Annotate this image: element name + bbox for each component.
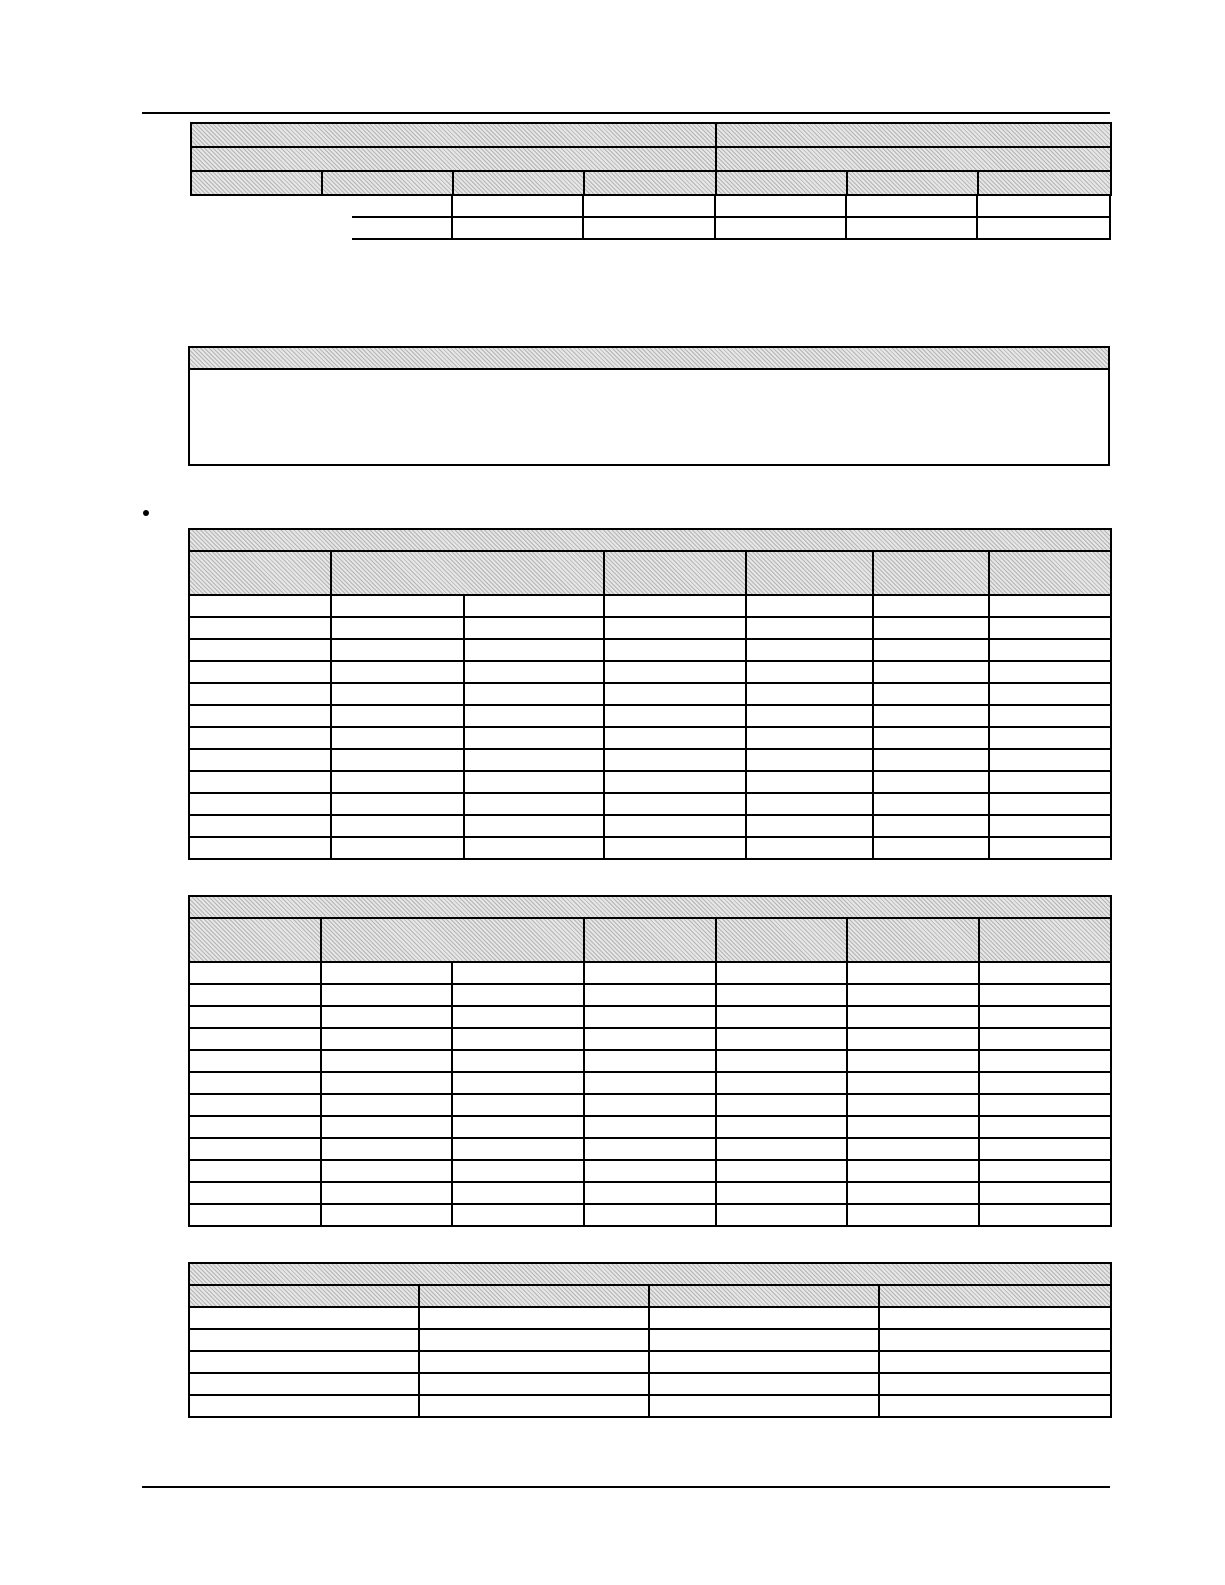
- table-cell: [331, 639, 464, 661]
- table-cell: [331, 683, 464, 705]
- table-cell: [977, 217, 1110, 239]
- table-cell: [452, 984, 584, 1006]
- table-cell: [873, 683, 989, 705]
- table-cell: [979, 1204, 1111, 1226]
- table-row: [189, 1006, 1111, 1028]
- table-cell: [584, 984, 716, 1006]
- table-4-header-cell: [321, 918, 584, 962]
- table-row: [189, 683, 1111, 705]
- table-cell: [716, 1138, 847, 1160]
- table-cell: [464, 837, 604, 859]
- table-row: [189, 595, 1111, 617]
- table-3-header-cell: [873, 551, 989, 595]
- table-cell: [604, 705, 746, 727]
- table-cell: [716, 1094, 847, 1116]
- table-row: [189, 1094, 1111, 1116]
- table-row: [189, 1373, 1111, 1395]
- table-cell: [879, 1395, 1111, 1417]
- table-cell: [189, 1138, 321, 1160]
- table-cell: [189, 683, 331, 705]
- table-cell: [979, 1050, 1111, 1072]
- table-cell: [331, 837, 464, 859]
- table-cell: [452, 1116, 584, 1138]
- table-cell: [419, 1351, 649, 1373]
- table-cell: [746, 639, 873, 661]
- table-cell: [604, 595, 746, 617]
- table-cell: [452, 1204, 584, 1226]
- table-cell: [873, 595, 989, 617]
- table-cell: [604, 727, 746, 749]
- table-cell: [464, 661, 604, 683]
- table-1: [190, 122, 1110, 196]
- table-cell: [189, 595, 331, 617]
- table-cell: [989, 749, 1111, 771]
- table-cell: [189, 837, 331, 859]
- table-cell: [189, 793, 331, 815]
- table-cell: [746, 595, 873, 617]
- table-row: [189, 661, 1111, 683]
- table-cell: [584, 962, 716, 984]
- table-cell: [746, 683, 873, 705]
- table-1-header-cell: [847, 171, 978, 195]
- table-cell: [879, 1329, 1111, 1351]
- table-cell: [331, 727, 464, 749]
- table-5: [188, 1262, 1110, 1418]
- table-cell: [331, 595, 464, 617]
- table-cell: [989, 639, 1111, 661]
- table-row: [352, 217, 1110, 239]
- table-cell: [716, 1006, 847, 1028]
- table-cell: [873, 749, 989, 771]
- table-cell: [649, 1351, 879, 1373]
- table-1-header-cell: [716, 171, 847, 195]
- table-cell: [604, 771, 746, 793]
- table-cell: [419, 1395, 649, 1417]
- table-cell: [189, 661, 331, 683]
- table-cell: [746, 705, 873, 727]
- table-row: [352, 195, 1110, 217]
- table-cell: [189, 1006, 321, 1028]
- table-cell: [716, 962, 847, 984]
- table-cell: [977, 195, 1110, 217]
- table-cell: [189, 1204, 321, 1226]
- table-cell: [584, 1138, 716, 1160]
- table-cell: [879, 1351, 1111, 1373]
- table-5-title: [189, 1263, 1111, 1285]
- table-cell: [873, 727, 989, 749]
- table-cell: [873, 793, 989, 815]
- table-4-header-cell: [716, 918, 847, 962]
- table-cell: [419, 1373, 649, 1395]
- table-cell: [989, 617, 1111, 639]
- table-row: [189, 1160, 1111, 1182]
- table-cell: [716, 1050, 847, 1072]
- table-cell: [189, 771, 331, 793]
- table-cell: [716, 984, 847, 1006]
- table-cell: [716, 1204, 847, 1226]
- table-cell: [979, 1094, 1111, 1116]
- table-row: [189, 793, 1111, 815]
- table-cell: [979, 1006, 1111, 1028]
- table-cell: [189, 617, 331, 639]
- table-cell: [746, 617, 873, 639]
- table-row: [189, 749, 1111, 771]
- table-cell: [979, 1072, 1111, 1094]
- table-cell: [584, 1072, 716, 1094]
- table-cell: [321, 1094, 452, 1116]
- table-cell: [331, 705, 464, 727]
- table-cell: [452, 1072, 584, 1094]
- table-5-header-cell: [419, 1285, 649, 1307]
- table-cell: [716, 1028, 847, 1050]
- table-cell: [464, 815, 604, 837]
- table-cell: [331, 749, 464, 771]
- table-cell: [847, 1050, 979, 1072]
- table-cell: [584, 1094, 716, 1116]
- table-row: [189, 1028, 1111, 1050]
- table-cell: [873, 837, 989, 859]
- table-2-body: [189, 369, 1109, 465]
- table-cell: [464, 727, 604, 749]
- table-cell: [189, 1116, 321, 1138]
- table-cell: [189, 984, 321, 1006]
- table-cell: [189, 1307, 419, 1329]
- table-cell: [746, 837, 873, 859]
- table-3: [188, 528, 1110, 860]
- table-row: [189, 639, 1111, 661]
- table-cell: [189, 1351, 419, 1373]
- table-cell: [464, 793, 604, 815]
- table-cell: [189, 1160, 321, 1182]
- table-cell: [715, 195, 846, 217]
- table-cell: [189, 1050, 321, 1072]
- table-cell: [847, 1138, 979, 1160]
- table-cell: [452, 1182, 584, 1204]
- table-row: [189, 1351, 1111, 1373]
- table-cell: [464, 683, 604, 705]
- table-1-right-subtitle: [716, 147, 1111, 171]
- table-cell: [989, 595, 1111, 617]
- table-cell: [879, 1307, 1111, 1329]
- table-cell: [746, 793, 873, 815]
- table-cell: [847, 1006, 979, 1028]
- table-cell: [847, 1072, 979, 1094]
- table-cell: [464, 705, 604, 727]
- table-cell: [189, 1094, 321, 1116]
- table-cell: [604, 683, 746, 705]
- table-row: [189, 1307, 1111, 1329]
- table-cell: [464, 595, 604, 617]
- table-cell: [464, 749, 604, 771]
- table-row: [189, 617, 1111, 639]
- table-row: [189, 771, 1111, 793]
- table-3-header-cell: [331, 551, 604, 595]
- table-cell: [604, 617, 746, 639]
- table-4-title: [189, 896, 1111, 918]
- table-cell: [649, 1373, 879, 1395]
- table-cell: [989, 793, 1111, 815]
- table-cell: [189, 1373, 419, 1395]
- table-cell: [189, 1329, 419, 1351]
- table-4-header-cell: [189, 918, 321, 962]
- table-cell: [746, 661, 873, 683]
- table-cell: [584, 1006, 716, 1028]
- table-3-header-cell: [746, 551, 873, 595]
- table-cell: [584, 1116, 716, 1138]
- table-cell: [604, 837, 746, 859]
- table-cell: [321, 1204, 452, 1226]
- bottom-rule: [142, 1486, 1110, 1488]
- table-cell: [189, 815, 331, 837]
- table-cell: [604, 815, 746, 837]
- table-5-header-cell: [189, 1285, 419, 1307]
- table-cell: [746, 749, 873, 771]
- table-4: [188, 895, 1110, 1227]
- table-cell: [321, 984, 452, 1006]
- table-cell: [452, 1028, 584, 1050]
- table-cell: [419, 1307, 649, 1329]
- table-cell: [452, 1160, 584, 1182]
- table-3-header-cell: [189, 551, 331, 595]
- table-1-right-title: [716, 123, 1111, 147]
- table-cell: [189, 1028, 321, 1050]
- table-row: [189, 962, 1111, 984]
- table-cell: [189, 1072, 321, 1094]
- table-row: [189, 1329, 1111, 1351]
- table-cell: [331, 793, 464, 815]
- table-cell: [331, 617, 464, 639]
- table-cell: [452, 1138, 584, 1160]
- table-1-header-cell: [978, 171, 1111, 195]
- table-row: [189, 1395, 1111, 1417]
- table-cell: [847, 1116, 979, 1138]
- table-row: [189, 1182, 1111, 1204]
- table-cell: [879, 1373, 1111, 1395]
- table-cell: [989, 837, 1111, 859]
- table-cell: [352, 217, 452, 239]
- table-row: [189, 815, 1111, 837]
- table-cell: [189, 727, 331, 749]
- table-cell: [716, 1116, 847, 1138]
- table-row: [189, 705, 1111, 727]
- table-cell: [604, 661, 746, 683]
- table-cell: [873, 815, 989, 837]
- table-cell: [847, 1094, 979, 1116]
- table-cell: [649, 1395, 879, 1417]
- table-cell: [846, 195, 977, 217]
- table-cell: [873, 617, 989, 639]
- table-cell: [584, 1182, 716, 1204]
- table-cell: [716, 1072, 847, 1094]
- table-cell: [321, 1028, 452, 1050]
- table-cell: [847, 1182, 979, 1204]
- table-cell: [604, 793, 746, 815]
- table-row: [189, 727, 1111, 749]
- table-cell: [649, 1329, 879, 1351]
- table-cell: [321, 962, 452, 984]
- table-cell: [846, 217, 977, 239]
- table-cell: [989, 705, 1111, 727]
- table-1-left-subtitle: [191, 147, 716, 171]
- table-cell: [452, 195, 583, 217]
- table-cell: [979, 1116, 1111, 1138]
- table-1-header-cell: [453, 171, 584, 195]
- table-1-header-cell: [322, 171, 453, 195]
- table-cell: [584, 1160, 716, 1182]
- table-cell: [716, 1182, 847, 1204]
- table-row: [189, 1072, 1111, 1094]
- table-cell: [979, 1160, 1111, 1182]
- table-cell: [584, 1050, 716, 1072]
- table-cell: [847, 962, 979, 984]
- table-cell: [452, 962, 584, 984]
- table-cell: [847, 1160, 979, 1182]
- table-cell: [321, 1006, 452, 1028]
- table-cell: [873, 705, 989, 727]
- table-row: [189, 837, 1111, 859]
- table-row: [189, 1204, 1111, 1226]
- table-1-header-cell: [191, 171, 322, 195]
- table-cell: [649, 1307, 879, 1329]
- table-cell: [189, 1395, 419, 1417]
- table-row: [189, 1138, 1111, 1160]
- table-3-header-cell: [604, 551, 746, 595]
- table-cell: [331, 771, 464, 793]
- table-5-header-cell: [649, 1285, 879, 1307]
- table-1-header-cell: [584, 171, 716, 195]
- table-cell: [452, 217, 583, 239]
- table-cell: [321, 1050, 452, 1072]
- table-cell: [464, 771, 604, 793]
- table-cell: [452, 1094, 584, 1116]
- table-4-header-cell: [979, 918, 1111, 962]
- table-cell: [321, 1072, 452, 1094]
- table-cell: [989, 815, 1111, 837]
- table-cell: [321, 1182, 452, 1204]
- table-3-header-cell: [989, 551, 1111, 595]
- table-cell: [873, 771, 989, 793]
- table-cell: [873, 661, 989, 683]
- table-cell: [452, 1050, 584, 1072]
- table-2-title: [189, 347, 1109, 369]
- table-4-header-cell: [584, 918, 716, 962]
- table-1-left-title: [191, 123, 716, 147]
- table-cell: [979, 1028, 1111, 1050]
- table-cell: [604, 639, 746, 661]
- table-cell: [604, 749, 746, 771]
- table-cell: [847, 1028, 979, 1050]
- table-cell: [847, 984, 979, 1006]
- table-cell: [583, 217, 715, 239]
- table-cell: [352, 195, 452, 217]
- table-cell: [979, 984, 1111, 1006]
- table-cell: [321, 1116, 452, 1138]
- table-cell: [189, 749, 331, 771]
- table-cell: [331, 661, 464, 683]
- table-cell: [715, 217, 846, 239]
- table-row: [189, 1050, 1111, 1072]
- table-cell: [464, 639, 604, 661]
- table-row: [189, 984, 1111, 1006]
- table-3-title: [189, 529, 1111, 551]
- table-cell: [847, 1204, 979, 1226]
- table-5-header-cell: [879, 1285, 1111, 1307]
- table-cell: [584, 1204, 716, 1226]
- table-cell: [979, 1182, 1111, 1204]
- table-cell: [989, 683, 1111, 705]
- table-cell: [584, 1028, 716, 1050]
- bullet-marker: [143, 510, 149, 516]
- table-cell: [979, 962, 1111, 984]
- table-cell: [189, 639, 331, 661]
- table-cell: [189, 962, 321, 984]
- table-cell: [716, 1160, 847, 1182]
- top-rule: [142, 112, 1110, 114]
- table-cell: [452, 1006, 584, 1028]
- table-cell: [331, 815, 464, 837]
- table-4-header-cell: [847, 918, 979, 962]
- table-cell: [419, 1329, 649, 1351]
- table-row: [189, 1116, 1111, 1138]
- table-cell: [989, 727, 1111, 749]
- table-cell: [979, 1138, 1111, 1160]
- table-cell: [746, 727, 873, 749]
- table-cell: [321, 1138, 452, 1160]
- table-cell: [189, 1182, 321, 1204]
- table-cell: [583, 195, 715, 217]
- table-cell: [746, 771, 873, 793]
- table-cell: [746, 815, 873, 837]
- table-cell: [989, 771, 1111, 793]
- table-cell: [189, 705, 331, 727]
- table-2: [188, 346, 1110, 466]
- table-cell: [873, 639, 989, 661]
- table-cell: [321, 1160, 452, 1182]
- table-cell: [464, 617, 604, 639]
- table-cell: [989, 661, 1111, 683]
